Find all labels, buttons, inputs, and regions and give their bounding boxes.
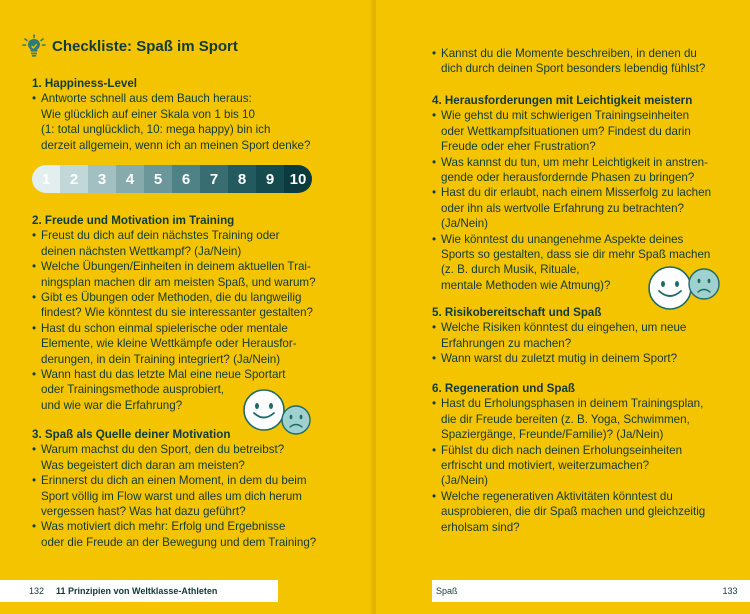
list-item-line: • Warum machst du den Sport, den du betreibst? [41,443,285,457]
list-item-line: ningsplan machen dir am meisten Spaß, und warum? [41,275,316,289]
list-item [32,519,316,550]
list-item-line: findest? Wie könntest du sie interessanter gestalten? [41,306,313,320]
list-item [432,185,711,231]
list-item [32,473,316,519]
list-item-line: erfrischt und motiviert, weiterzumachen? [441,459,650,473]
list-item-line: erholsam sind? [441,520,520,534]
list-item [432,489,705,535]
list-item [32,259,316,290]
list-item-line: oder ihn als wertvolle Erfahrung zu betrachten? [441,201,684,215]
list-item-line: • Welche regenerativen Aktivitäten könntest du [441,489,673,503]
list-item [432,155,711,186]
list-item-line: • Wann hast du das letzte Mal eine neue Sportart [41,368,286,382]
list-item [32,228,316,259]
list-item-line: Erfahrungen zu machen? [441,336,572,350]
list-item-line: • Was motiviert dich mehr: Erfolg und Ergebnisse [41,520,286,534]
list-item-line: • Gibt es Übungen oder Methoden, die du langweilig [41,291,302,305]
scale-cell-8: 8 [228,165,256,193]
page-number: 133 [722,586,738,596]
list-item-line: (z. B. durch Musik, Rituale, [441,263,580,277]
list-item-line: vergessen hast? Was hat dazu geführt? [41,505,246,519]
list-item [32,442,316,473]
section-title: 6. Regeneration und Spaß [432,382,576,395]
list-item-line: • Hast du schon einmal spielerische oder mentale [41,321,288,335]
scale-cell-9: 9 [256,165,284,193]
list-item-line: Sports so gestalten, dass sie dir mehr Spaß machen [441,248,711,262]
list-item-line: • Hast du dir erlaubt, nach einem Misserfolg zu lachen [441,186,712,200]
list-item [32,321,316,367]
list-item-line: • Was kannst du tun, um mehr Leichtigkeit in anstren- [441,155,708,169]
running-title: Spaß [436,586,458,596]
list-item-line: • Welche Übungen/Einheiten in deinem aktuellen Trai- [41,260,311,274]
list-item-line: (Ja/Nein) [441,474,489,488]
list-item-line: Spaziergänge, Freunde/Familie)? (Ja/Nein) [441,428,664,442]
list-item [432,351,686,366]
scale-cell-6: 6 [172,165,200,193]
list-item-line: oder Trainingsmethode ausprobiert, [41,383,225,397]
smiley-faces-icon [242,388,314,440]
list-item-line: derzeit allgemein, wenn ich an meinen Sport denke? [41,138,311,152]
section-title: 3. Spaß als Quelle deiner Motivation [32,428,231,441]
list-item-line: oder Wettkampfsituationen um? Findest du darin [441,124,691,138]
list-item-line: Sport völlig im Flow warst und alles um dich herum [41,489,302,503]
list-item [432,443,705,489]
list-item [432,396,705,442]
scale-cell-1: 1 [32,165,60,193]
list-item-line: oder die Freude an der Bewegung und dem Training? [41,535,317,549]
list-item-line: derungen, in dein Training integriert? (Ja/Nein) [41,352,281,366]
list-item-line: • Hast du Erholungsphasen in deinem Trainingsplan, [441,397,704,411]
page-footer [432,580,750,602]
scale-cell-3: 3 [88,165,116,193]
section-title: 1. Happiness-Level [32,77,138,90]
page-number: 132 [28,586,44,596]
list-item-line: • Welche Risiken könntest du eingehen, um neue [441,321,687,335]
list-item-line: • Erinnerst du dich an einen Moment, in dem du beim [41,474,307,488]
section-6 [432,381,705,535]
right-page [376,0,750,614]
scale-cell-4: 4 [116,165,144,193]
list-item-line: gende oder herausfordernde Phasen zu bringen? [441,171,695,185]
section-5 [432,305,686,367]
happiness-scale [32,165,312,193]
list-item-line: die dir Freude bereiten (z. B. Yoga, Schwimmen, [441,412,690,426]
list-item-line: mentale Methoden wie Atmung)? [441,278,611,292]
list-item-line: (Ja/Nein) [441,217,489,231]
page-footer [0,580,278,602]
section-title: 5. Risikobereitschaft und Spaß [432,306,602,319]
list-item-line: deinen nächsten Wettkampf? (Ja/Nein) [41,244,242,258]
section-3 [32,427,316,550]
list-item-line: • Wie gehst du mit schwierigen Trainingseinheiten [441,109,690,123]
list-item-line: und wie war die Erfahrung? [41,398,183,412]
list-item-line: • Fühlst du dich nach deinen Erholungseinheiten [441,443,683,457]
scale-cell-7: 7 [200,165,228,193]
lightbulb-icon [22,34,46,58]
scale-cell-5: 5 [144,165,172,193]
list-item: • Antworte schnell aus dem Bauch heraus: [32,91,310,106]
list-item-line: • Kannst du die Momente beschreiben, in denen du [441,47,697,60]
list-item-line: dich durch deinen Sport besonders lebendig fühlst? [441,62,706,76]
list-item [432,108,711,154]
list-item-line: ausprobieren, die dir Spaß machen und gleichzeitig [441,505,706,519]
section-1 [32,76,310,153]
scale-cell-2: 2 [60,165,88,193]
section-title: 4. Herausforderungen mit Leichtigkeit meistern [432,94,693,107]
list-item [32,290,316,321]
running-title: 11 Prinzipien von Weltklasse-Athleten [56,586,218,596]
list-item-line: • Wie könntest du unangenehme Aspekte deines [441,232,684,246]
list-item [432,320,686,351]
section-title: 2. Freude und Motivation im Training [32,214,235,227]
list-item [432,46,705,77]
scale-cell-10: 10 [284,165,312,193]
list-item-line: Was begeistert dich daran am meisten? [41,458,245,472]
checklist-header [22,34,238,58]
page-title: Checkliste: Spaß im Sport [52,37,238,55]
list-item-line: Wie glücklich auf einer Skala von 1 bis 10 [41,107,255,121]
left-page [0,0,374,614]
list-item-line: Freude oder eher Frustration? [441,140,596,154]
list-item-line: (1: total unglücklich, 10: mega happy) bin ich [41,123,271,137]
section-3-continued [432,46,705,77]
section-2 [32,213,316,413]
list-item-line: • Wann warst du zuletzt mutig in deinem Sport? [441,352,678,366]
list-item-line: Elemente, wie kleine Wettkämpfe oder Herausfor- [41,337,297,351]
list-item-line: • Freust du dich auf dein nächstes Training oder [41,229,280,243]
